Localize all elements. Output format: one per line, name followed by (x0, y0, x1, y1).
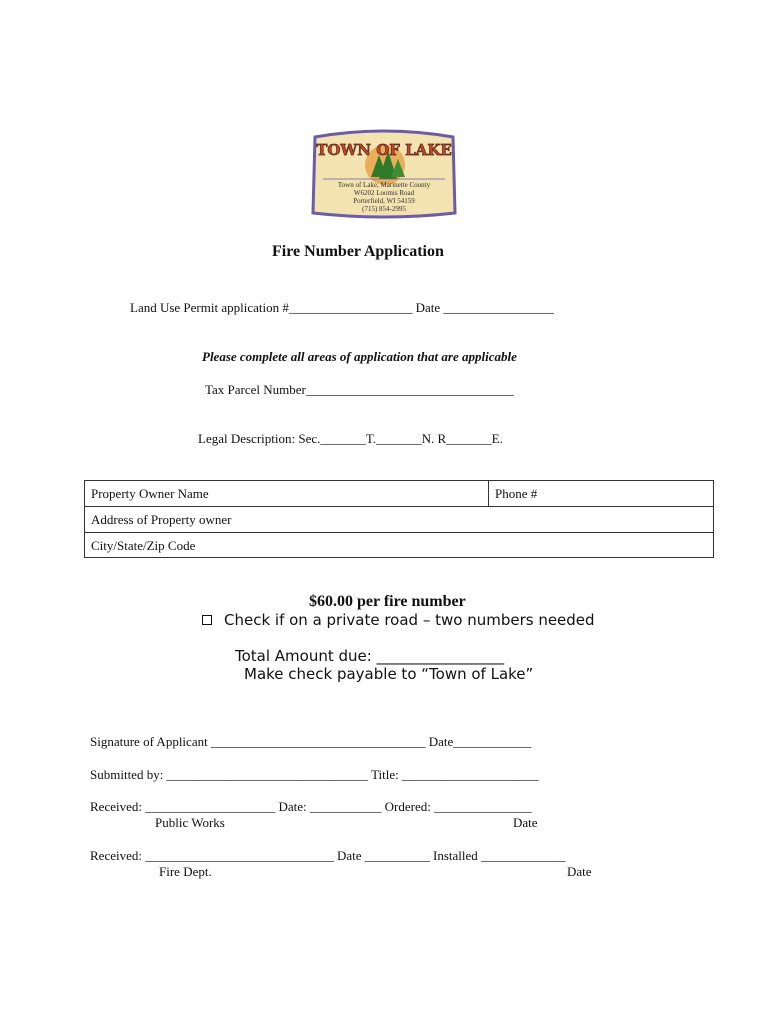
total-amount-due: Total Amount due: _________________ (235, 647, 505, 665)
town-of-lake-logo (309, 125, 459, 221)
tax-parcel-line: Tax Parcel Number________________________________ (205, 382, 514, 397)
instruction-text: Please complete all areas of application that are applicable (202, 349, 517, 364)
submitted-by-line: Submitted by: _______________________________ Title: _____________________ (90, 767, 539, 782)
svg-text:W6202 Loomis Road: W6202 Loomis Road (353, 189, 415, 197)
fire-dept-label: Fire Dept. (159, 864, 212, 879)
phone-field[interactable]: Phone # (495, 486, 538, 501)
table-row (85, 481, 713, 507)
legal-description-line: Legal Description: Sec._______T._______N. R_______E. (198, 431, 503, 446)
svg-text:TOWN OF LAKE: TOWN OF LAKE (316, 141, 452, 159)
received-fire-dept-line: Received: _____________________________ Date __________ Installed _____________ (90, 848, 566, 863)
received-public-works-line: Received: ____________________ Date: ___________ Ordered: _______________ (90, 799, 532, 814)
svg-text:Porterfield, WI 54159: Porterfield, WI 54159 (353, 197, 415, 205)
public-works-label: Public Works (155, 815, 225, 830)
svg-text:Town of Lake, Marinette County: Town of Lake, Marinette County (337, 181, 431, 189)
private-road-checkbox[interactable] (202, 615, 212, 625)
signature-line: Signature of Applicant _________________________________ Date____________ (90, 734, 532, 749)
fee-text: $60.00 per fire number (309, 593, 466, 610)
permit-application-line: Land Use Permit application #___________________ Date _________________ (130, 300, 554, 315)
svg-text:(715) 854-2995: (715) 854-2995 (362, 205, 406, 213)
property-owner-table (84, 480, 714, 558)
table-row (85, 507, 713, 533)
city-state-zip-field[interactable]: City/State/Zip Code (91, 538, 196, 553)
ordered-date-label: Date (513, 815, 538, 830)
private-road-label: Check if on a private road – two numbers needed (224, 611, 595, 629)
installed-date-label: Date (567, 864, 592, 879)
page-title: Fire Number Application (272, 243, 444, 260)
table-row (85, 533, 713, 559)
payable-to-text: Make check payable to “Town of Lake” (244, 665, 534, 683)
owner-address-field[interactable]: Address of Property owner (91, 512, 232, 527)
property-owner-name-field[interactable]: Property Owner Name (91, 486, 209, 501)
